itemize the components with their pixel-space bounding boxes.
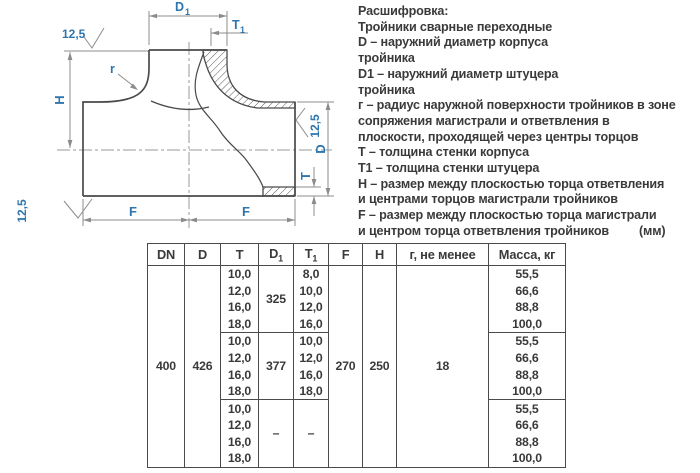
tee-fitting-drawing — [0, 0, 360, 240]
header-dn: DN — [148, 244, 185, 266]
cell-t1: 12,0 — [294, 299, 329, 316]
header-d1: $D_1$ — [259, 244, 294, 266]
dim-label-t: T — [298, 172, 313, 180]
cell-mass: 88,8 — [489, 299, 566, 316]
legend-line: Т1 – толщина стенки штуцера — [358, 161, 540, 176]
cell-d1: 325 — [259, 266, 294, 333]
header-t: T — [221, 244, 259, 266]
cell-dn: 400 — [148, 266, 185, 468]
cell-t: 10,0 — [221, 333, 259, 350]
cell-mass: 88,8 — [489, 366, 566, 383]
legend-text-block — [358, 4, 698, 240]
cell-t: 18,0 — [221, 383, 259, 400]
cell-mass: 66,6 — [489, 349, 566, 366]
legend-line: и центрами торцов магистрали тройников — [358, 192, 618, 207]
cell-mass: 66,6 — [489, 417, 566, 434]
cell-mass: 100,0 — [489, 316, 566, 333]
dim-label-f-right: F — [242, 204, 250, 219]
legend-line-last — [358, 224, 698, 240]
section-hatch-branch — [203, 50, 295, 108]
dim-label-t1: T — [232, 18, 240, 32]
legend-line: D1 – наружний диаметр штуцера — [358, 66, 559, 81]
cell-r-min: 18 — [397, 266, 489, 468]
cell-t: 16,0 — [221, 433, 259, 450]
cell-h: 250 — [363, 266, 397, 468]
spec-table — [147, 243, 566, 468]
table-row — [148, 266, 566, 283]
header-f: F — [329, 244, 363, 266]
cell-mass: 100,0 — [489, 450, 566, 467]
cell-d1: – — [259, 400, 294, 467]
radius-label: r — [110, 62, 115, 76]
legend-line: г – радиус наружной поверхности тройников в зоне — [358, 98, 676, 113]
roughness-label-bottom: 12,5 — [15, 199, 29, 223]
dim-label-h: H — [52, 95, 67, 105]
legend-line: Н – размер между плоскостью торца ответвления — [358, 176, 665, 191]
cell-t: 10,0 — [221, 266, 259, 283]
dim-label-f-left: F — [129, 204, 137, 219]
roughness-label-right: 12,5 — [308, 114, 322, 138]
header-h: H — [363, 244, 397, 266]
legend-line: Т – толщина стенки корпуса — [358, 145, 529, 160]
cell-t1: 18,0 — [294, 383, 329, 400]
cell-t: 10,0 — [221, 400, 259, 417]
cell-mass: 55,5 — [489, 333, 566, 350]
cell-mass: 66,6 — [489, 282, 566, 299]
legend-line: Тройники сварные переходные — [358, 19, 553, 34]
cell-t: 12,0 — [221, 349, 259, 366]
dim-label-d: D — [313, 144, 328, 154]
cell-t: 16,0 — [221, 366, 259, 383]
legend-line: F – размер между плоскостью торца магистрали — [358, 208, 657, 223]
header-r-min: г, не менее — [397, 244, 489, 266]
cell-mass: 55,5 — [489, 266, 566, 283]
cell-t1: 10,0 — [294, 333, 329, 350]
legend-title: Расшифровка: — [358, 4, 449, 18]
dim-label-t1-sub: 1 — [240, 25, 246, 35]
cell-t1: 8,0 — [294, 266, 329, 283]
cell-t1: 12,0 — [294, 349, 329, 366]
legend-line: тройника — [358, 82, 415, 97]
cell-t1: 16,0 — [294, 366, 329, 383]
cell-t: 18,0 — [221, 316, 259, 333]
cell-mass: 55,5 — [489, 400, 566, 417]
header-d: D — [185, 244, 221, 266]
legend-line: и центром торца ответвления тройников — [358, 223, 609, 238]
header-mass: Масса, кг — [489, 244, 566, 266]
section-break-lines — [151, 52, 263, 187]
legend-line: D – наружний диаметр корпуса — [358, 35, 548, 50]
cell-t: 16,0 — [221, 299, 259, 316]
cell-t: 18,0 — [221, 450, 259, 467]
centerlines — [57, 42, 332, 228]
cell-t1: – — [294, 400, 329, 467]
header-t1: $T_1$ — [294, 244, 329, 266]
legend-line: сопряжения магистрали и ответвления в — [358, 113, 610, 128]
cell-t1: 10,0 — [294, 282, 329, 299]
units-note: (мм) — [639, 223, 666, 238]
cell-mass: 88,8 — [489, 433, 566, 450]
table-header-row — [148, 244, 566, 266]
dim-label-d1: D — [175, 0, 185, 14]
cell-d1: 377 — [259, 333, 294, 400]
legend-line: плоскости, проходящей через центры торцов — [358, 129, 639, 144]
section-hatch-bottom-wall — [263, 187, 295, 196]
cell-t: 12,0 — [221, 417, 259, 434]
cell-t: 12,0 — [221, 282, 259, 299]
cell-t1: 16,0 — [294, 316, 329, 333]
cell-f: 270 — [329, 266, 363, 468]
cell-mass: 100,0 — [489, 383, 566, 400]
cell-d: 426 — [185, 266, 221, 468]
dim-label-d1-sub: 1 — [185, 7, 191, 17]
legend-line: тройника — [358, 51, 415, 66]
roughness-label-top: 12,5 — [62, 27, 86, 41]
